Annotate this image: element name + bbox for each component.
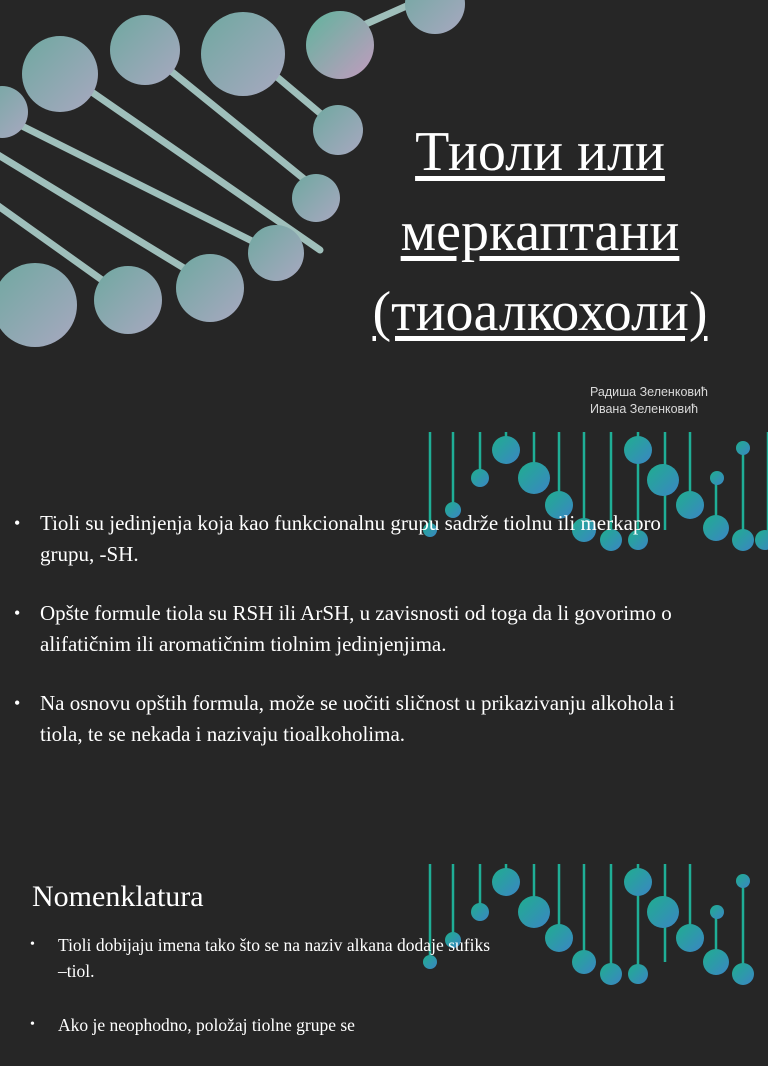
author-name: Ивана Зеленковић bbox=[590, 402, 699, 416]
dna-node bbox=[492, 436, 520, 464]
dna-node bbox=[736, 441, 750, 455]
dna-node bbox=[624, 436, 652, 464]
slide-title bbox=[330, 112, 750, 352]
bullet-list bbox=[0, 932, 768, 1066]
dna-node bbox=[710, 471, 724, 485]
dna-node bbox=[22, 36, 98, 112]
dna-node bbox=[176, 254, 244, 322]
dna-node bbox=[94, 266, 162, 334]
dna-node bbox=[306, 11, 374, 79]
section-heading: Nomenklatura bbox=[32, 880, 204, 913]
dna-node bbox=[471, 903, 489, 921]
title-line: (тиоалкохоли) bbox=[372, 281, 708, 343]
dna-node bbox=[647, 464, 679, 496]
dna-node bbox=[710, 905, 724, 919]
bullet-item: • Ako je neophodno, položaj tiolne grupe se bbox=[0, 1012, 490, 1038]
dna-node bbox=[492, 868, 520, 896]
definition-slide bbox=[0, 420, 768, 824]
bullet-item: • Tioli su jedinjenja koja kao funkcionalnu grupu sadrže tiolnu ili merkapro grupu, -SH. bbox=[0, 508, 768, 570]
dna-node bbox=[518, 896, 550, 928]
nomenclature-slide bbox=[0, 824, 768, 1035]
dna-node bbox=[405, 0, 465, 34]
bullet-item: • Na osnovu opštih formula, može se uočiti sličnost u prikazivanju alkohola i tiola, te se nekada i nazivaju tioalkoholima. bbox=[0, 688, 768, 750]
author-name: Радиша Зеленковић bbox=[590, 385, 708, 399]
dna-node bbox=[647, 896, 679, 928]
dna-node bbox=[110, 15, 180, 85]
bullet-item: • Tioli dobijaju imena tako što se na naziv alkana dodaje sufiks –tiol. bbox=[0, 932, 490, 984]
bullet-item: • Opšte formule tiola su RSH ili ArSH, u zavisnosti od toga da li govorimo o alifatičnim ili aromatičnim tiolnim jedinjenjima. bbox=[0, 598, 768, 660]
dna-node bbox=[201, 12, 285, 96]
title-line: меркаптани bbox=[400, 201, 680, 263]
authors bbox=[590, 384, 708, 418]
dna-node bbox=[518, 462, 550, 494]
bullet-list bbox=[0, 508, 768, 778]
dna-node bbox=[624, 868, 652, 896]
title-slide bbox=[0, 0, 768, 420]
title-line: Тиоли или bbox=[415, 121, 665, 183]
dna-node bbox=[736, 874, 750, 888]
dna-node bbox=[0, 263, 77, 347]
dna-node bbox=[471, 469, 489, 487]
dna-node bbox=[248, 225, 304, 281]
